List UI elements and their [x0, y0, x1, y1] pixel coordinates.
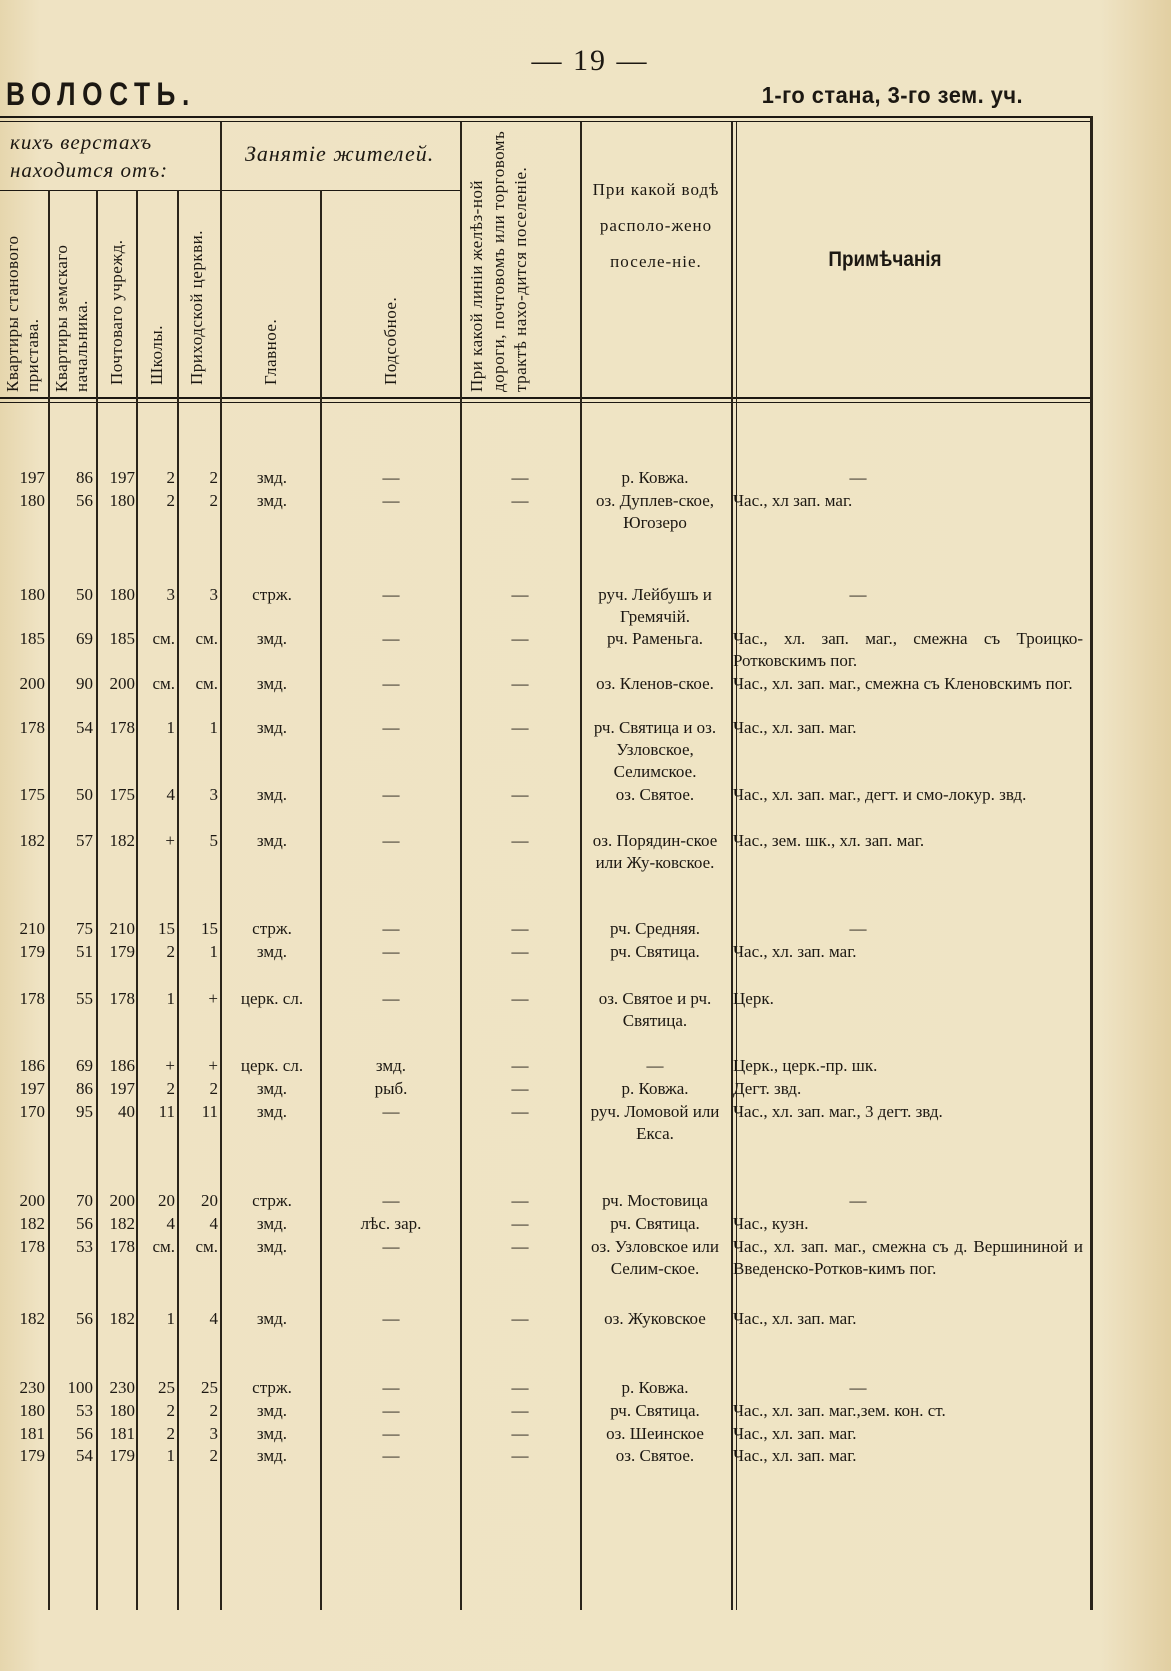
postal-distance-cell: 180 [109, 1401, 135, 1420]
postal-distance-cell: 200 [109, 674, 135, 693]
postal-distance-cell: 180 [109, 491, 135, 510]
stanovoy-distance-cell: 179 [19, 1446, 45, 1465]
occupation-group-header: Занятіе жителей. [245, 141, 435, 166]
main-occupation-cell: змд. [256, 1446, 288, 1465]
water-body-cell: оз. Жуковское [604, 1309, 706, 1328]
notes-cell: Час., хл. зап. маг., дегт. и смо-локур. звд. [733, 785, 1027, 804]
church-distance-cell: + [208, 989, 218, 1008]
notes-cell: Час., зем. шк., хл. зап. маг. [733, 831, 925, 850]
main-occupation-cell: стрж. [252, 1378, 292, 1397]
notes-cell: Час., хл. зап. маг. [733, 942, 857, 961]
stanovoy-distance-cell: 182 [19, 1309, 45, 1328]
postal-distance-cell: 178 [109, 1237, 135, 1256]
main-occupation-cell: змд. [256, 491, 288, 510]
notes-cell: Час., хл. зап. маг., смежна съ Троицко-Ротковскимъ пог. [733, 629, 1083, 670]
zemsky-distance-cell: 53 [76, 1401, 93, 1420]
road-line-cell: — [511, 1079, 529, 1098]
road-line-cell: — [511, 1214, 529, 1233]
road-line-cell: — [511, 1378, 529, 1397]
page-number: — 19 — [531, 44, 649, 77]
zemsky-distance-cell: 53 [76, 1237, 93, 1256]
church-distance-cell: 3 [209, 785, 218, 804]
main-occupation-cell: змд. [256, 1079, 288, 1098]
zemsky-distance-cell: 86 [76, 468, 93, 487]
water-body-cell: руч. Лейбушъ и Гремячій. [598, 585, 712, 626]
aux-occupation-cell: — [382, 718, 400, 737]
school-distance-cell: 2 [166, 491, 175, 510]
zemsky-distance-cell: 57 [76, 831, 93, 850]
church-distance-cell: см. [195, 1237, 218, 1256]
aux-occupation-cell: — [382, 1237, 400, 1256]
header-water: При какой водѣ располо-жено поселе-ніе. [592, 180, 720, 271]
main-occupation-cell: змд. [256, 1309, 288, 1328]
school-distance-cell: 2 [166, 468, 175, 487]
notes-cell: Час., хл. зап. маг. [733, 1446, 857, 1465]
stanovoy-distance-cell: 182 [19, 1214, 45, 1233]
stanovoy-distance-cell: 200 [19, 674, 45, 693]
stanovoy-distance-cell: 178 [19, 1237, 45, 1256]
notes-cell: Час., хл. зап. маг. [733, 1309, 857, 1328]
header-zemsky [52, 192, 93, 392]
main-occupation-cell: церк. сл. [240, 1056, 304, 1075]
zemsky-distance-cell: 56 [76, 1424, 93, 1443]
main-occupation-cell: змд. [256, 831, 288, 850]
stanovoy-distance-cell: 181 [19, 1424, 45, 1443]
school-distance-cell: см. [152, 1237, 175, 1256]
water-body-cell: рч. Мостовица [602, 1191, 708, 1210]
postal-distance-cell: 40 [118, 1102, 135, 1121]
church-distance-cell: см. [195, 629, 218, 648]
water-body-cell: рч. Святица. [610, 1401, 700, 1420]
water-body-cell: оз. Кленов-ское. [596, 674, 714, 693]
header-stanovoy [3, 192, 44, 392]
water-body-cell: р. Ковжа. [621, 468, 689, 487]
stanovoy-distance-cell: 197 [19, 1079, 45, 1098]
water-body-cell: рч. Святица. [610, 1214, 700, 1233]
zemsky-distance-cell: 100 [67, 1378, 93, 1397]
main-occupation-cell: змд. [256, 785, 288, 804]
notes-cell: Час., хл. зап. маг., смежна съ Кленовскимъ пог. [733, 674, 1073, 693]
aux-occupation-cell: — [382, 1102, 400, 1121]
water-body-cell: оз. Узловское или Селим-ское. [590, 1237, 719, 1278]
postal-distance-cell: 179 [109, 1446, 135, 1465]
header-rule [0, 397, 1092, 399]
postal-distance-cell: 182 [109, 1309, 135, 1328]
aux-occupation-cell: — [382, 919, 400, 938]
main-occupation-cell: стрж. [252, 1191, 292, 1210]
aux-occupation-cell: — [382, 674, 400, 693]
main-occupation-cell: стрж. [252, 919, 292, 938]
stanovoy-distance-cell: 185 [19, 629, 45, 648]
water-body-cell: оз. Шеинское [606, 1424, 704, 1443]
zemsky-distance-cell: 56 [76, 1214, 93, 1233]
aux-occupation-cell: — [382, 585, 400, 604]
road-line-cell: — [511, 1191, 529, 1210]
header-school-text: Школы. [147, 325, 166, 385]
notes-cell: Час., хл. зап. маг. [733, 718, 857, 737]
zemsky-distance-cell: 86 [76, 1079, 93, 1098]
water-body-cell: оз. Святое. [615, 1446, 695, 1465]
main-occupation-cell: змд. [256, 718, 288, 737]
postal-distance-cell: 230 [109, 1378, 135, 1397]
header-main-occupation-text: Главное. [261, 318, 280, 385]
main-occupation-cell: змд. [256, 942, 288, 961]
header-road [466, 124, 532, 392]
road-line-cell: — [511, 1424, 529, 1443]
water-body-cell: руч. Ломовой или Екса. [590, 1102, 720, 1143]
header-main-occupation [260, 319, 282, 385]
school-distance-cell: 1 [166, 1446, 175, 1465]
water-body-cell: — [646, 1056, 664, 1075]
main-occupation-cell: змд. [256, 468, 288, 487]
aux-occupation-cell: — [382, 629, 400, 648]
notes-cell: Час., хл зап. маг. [733, 491, 853, 510]
water-body-cell: р. Ковжа. [621, 1378, 689, 1397]
zemsky-distance-cell: 54 [76, 718, 93, 737]
school-distance-cell: 2 [166, 1401, 175, 1420]
church-distance-cell: + [208, 1056, 218, 1075]
notes-cell: Час., хл. зап. маг.,зем. кон. ст. [733, 1401, 946, 1420]
zemsky-distance-cell: 90 [76, 674, 93, 693]
notes-cell: Церк., церк.-пр. шк. [733, 1056, 878, 1075]
header-aux-occupation [380, 297, 402, 385]
postal-distance-cell: 181 [109, 1424, 135, 1443]
stanovoy-distance-cell: 230 [19, 1378, 45, 1397]
road-line-cell: — [511, 1237, 529, 1256]
stanovoy-distance-cell: 210 [19, 919, 45, 938]
postal-distance-cell: 197 [109, 468, 135, 487]
aux-occupation-cell: — [382, 989, 400, 1008]
header-road-text: При какой линіи желѣз-ной дороги, почтовомъ или торговомъ трактѣ нахо-дится поселеніе. [467, 130, 530, 392]
aux-occupation-cell: — [382, 831, 400, 850]
stanovoy-distance-cell: 179 [19, 942, 45, 961]
church-distance-cell: 2 [209, 1446, 218, 1465]
header-aux-occupation-text: Подсобное. [381, 296, 400, 385]
postal-distance-cell: 180 [109, 585, 135, 604]
zemsky-distance-cell: 50 [76, 785, 93, 804]
zemsky-distance-cell: 50 [76, 585, 93, 604]
zemsky-distance-cell: 55 [76, 989, 93, 1008]
road-line-cell: — [511, 1309, 529, 1328]
road-line-cell: — [511, 1056, 529, 1075]
stanovoy-distance-cell: 200 [19, 1191, 45, 1210]
header-postal [106, 240, 128, 385]
road-line-cell: — [511, 1446, 529, 1465]
main-occupation-cell: церк. сл. [240, 989, 304, 1008]
right-edge [1090, 116, 1093, 1610]
road-line-cell: — [511, 468, 529, 487]
notes-cell: — [849, 1191, 867, 1210]
school-distance-cell: 1 [166, 989, 175, 1008]
notes-cell: — [849, 919, 867, 938]
postal-distance-cell: 179 [109, 942, 135, 961]
aux-occupation-cell: рыб. [374, 1079, 408, 1098]
road-line-cell: — [511, 674, 529, 693]
zemsky-distance-cell: 70 [76, 1191, 93, 1210]
school-distance-cell: 4 [166, 1214, 175, 1233]
main-occupation-cell: змд. [256, 1102, 288, 1121]
notes-cell: Час., кузн. [733, 1214, 809, 1233]
aux-occupation-cell: — [382, 1401, 400, 1420]
header-postal-text: Почтоваго учрежд. [107, 239, 126, 385]
aux-occupation-cell: — [382, 1424, 400, 1443]
notes-cell: — [849, 1378, 867, 1397]
school-distance-cell: 4 [166, 785, 175, 804]
stanovoy-distance-cell: 175 [19, 785, 45, 804]
notes-cell: Час., хл. зап. маг. [733, 1424, 857, 1443]
road-line-cell: — [511, 718, 529, 737]
zemsky-distance-cell: 69 [76, 629, 93, 648]
church-distance-cell: 2 [209, 491, 218, 510]
church-distance-cell: 11 [201, 1102, 218, 1121]
header-rule-thin [0, 402, 1092, 403]
school-distance-cell: 3 [166, 585, 175, 604]
church-distance-cell: 2 [209, 1079, 218, 1098]
main-occupation-cell: змд. [256, 674, 288, 693]
header-church [186, 230, 208, 385]
aux-occupation-cell: — [382, 1309, 400, 1328]
top-rule-thin [0, 121, 1092, 122]
header-stanovoy-text: Квартиры станового пристава. [3, 235, 42, 392]
stanovoy-distance-cell: 178 [19, 718, 45, 737]
aux-occupation-cell: змд. [375, 1056, 407, 1075]
main-occupation-cell: змд. [256, 1401, 288, 1420]
church-distance-cell: 4 [209, 1214, 218, 1233]
top-rule [0, 116, 1092, 118]
school-distance-cell: 1 [166, 718, 175, 737]
notes-cell: Час., хл. зап. маг., смежна съ д. Вершининой и Введенско-Ротков-кимъ пог. [733, 1237, 1083, 1278]
stanovoy-distance-cell: 178 [19, 989, 45, 1008]
road-line-cell: — [511, 989, 529, 1008]
main-occupation-cell: змд. [256, 629, 288, 648]
water-body-cell: оз. Святое и рч. Святица. [598, 989, 712, 1030]
water-body-cell: рч. Раменьга. [606, 629, 704, 648]
aux-occupation-cell: — [382, 1446, 400, 1465]
stanovoy-distance-cell: 182 [19, 831, 45, 850]
school-distance-cell: 2 [166, 1424, 175, 1443]
stanovoy-distance-cell: 180 [19, 491, 45, 510]
church-distance-cell: 4 [209, 1309, 218, 1328]
school-distance-cell: 2 [166, 942, 175, 961]
school-distance-cell: + [165, 831, 175, 850]
church-distance-cell: см. [195, 674, 218, 693]
water-body-cell: оз. Порядин-ское или Жу-ковское. [592, 831, 718, 872]
school-distance-cell: 2 [166, 1079, 175, 1098]
distance-group-rule [0, 190, 220, 191]
water-body-cell: оз. Святое. [615, 785, 695, 804]
postal-distance-cell: 185 [109, 629, 135, 648]
church-distance-cell: 3 [209, 585, 218, 604]
road-line-cell: — [511, 942, 529, 961]
stanovoy-distance-cell: 186 [19, 1056, 45, 1075]
distance-group-header: кихъ верстахъ находится отъ: [10, 130, 169, 182]
notes-cell: — [849, 468, 867, 487]
zemsky-distance-cell: 56 [76, 1309, 93, 1328]
church-distance-cell: 25 [201, 1378, 218, 1397]
main-occupation-cell: змд. [256, 1214, 288, 1233]
postal-distance-cell: 197 [109, 1079, 135, 1098]
road-line-cell: — [511, 919, 529, 938]
postal-distance-cell: 178 [109, 989, 135, 1008]
water-body-cell: оз. Дуплев-ское, Югозеро [595, 491, 715, 532]
postal-distance-cell: 210 [109, 919, 135, 938]
stanovoy-distance-cell: 180 [19, 585, 45, 604]
school-distance-cell: 1 [166, 1309, 175, 1328]
water-body-cell: рч. Святица. [610, 942, 700, 961]
church-distance-cell: 15 [201, 919, 218, 938]
zemsky-distance-cell: 95 [76, 1102, 93, 1121]
aux-occupation-cell: лѣс. зар. [360, 1214, 422, 1233]
header-notes: Примѣчанія [828, 248, 942, 271]
header-zemsky-text: Квартиры земскаго начальника. [52, 244, 91, 392]
road-line-cell: — [511, 491, 529, 510]
notes-cell: — [849, 585, 867, 604]
zemsky-distance-cell: 69 [76, 1056, 93, 1075]
stanovoy-distance-cell: 197 [19, 468, 45, 487]
stan-title: 1-го стана, 3-го зем. уч. [761, 82, 1023, 108]
school-distance-cell: 15 [158, 919, 175, 938]
church-distance-cell: 2 [209, 468, 218, 487]
school-distance-cell: 11 [158, 1102, 175, 1121]
header-church-text: Приходской церкви. [187, 230, 206, 385]
aux-occupation-cell: — [382, 1191, 400, 1210]
school-distance-cell: + [165, 1056, 175, 1075]
postal-distance-cell: 182 [109, 1214, 135, 1233]
main-occupation-cell: стрж. [252, 585, 292, 604]
road-line-cell: — [511, 831, 529, 850]
zemsky-distance-cell: 54 [76, 1446, 93, 1465]
road-line-cell: — [511, 585, 529, 604]
road-line-cell: — [511, 1401, 529, 1420]
postal-distance-cell: 200 [109, 1191, 135, 1210]
aux-occupation-cell: — [382, 1378, 400, 1397]
main-occupation-cell: змд. [256, 1237, 288, 1256]
church-distance-cell: 2 [209, 1401, 218, 1420]
stanovoy-distance-cell: 170 [19, 1102, 45, 1121]
aux-occupation-cell: — [382, 491, 400, 510]
zemsky-distance-cell: 75 [76, 919, 93, 938]
notes-cell: Церк. [733, 989, 774, 1008]
main-occupation-cell: змд. [256, 1424, 288, 1443]
aux-occupation-cell: — [382, 468, 400, 487]
water-body-cell: рч. Святица и оз. Узловское, Селимское. [593, 718, 717, 781]
occupation-group-rule [222, 190, 460, 191]
church-distance-cell: 5 [209, 831, 218, 850]
water-body-cell: рч. Средняя. [610, 919, 700, 938]
road-line-cell: — [511, 629, 529, 648]
zemsky-distance-cell: 56 [76, 491, 93, 510]
church-distance-cell: 3 [209, 1424, 218, 1443]
volost-title: ВОЛОСТЬ. [6, 76, 196, 112]
postal-distance-cell: 186 [109, 1056, 135, 1075]
church-distance-cell: 1 [209, 718, 218, 737]
stanovoy-distance-cell: 180 [19, 1401, 45, 1420]
notes-cell: Час., хл. зап. маг., 3 дегт. звд. [733, 1102, 943, 1121]
aux-occupation-cell: — [382, 942, 400, 961]
church-distance-cell: 1 [209, 942, 218, 961]
school-distance-cell: 25 [158, 1378, 175, 1397]
aux-occupation-cell: — [382, 785, 400, 804]
road-line-cell: — [511, 1102, 529, 1121]
zemsky-distance-cell: 51 [76, 942, 93, 961]
school-distance-cell: см. [152, 629, 175, 648]
church-distance-cell: 20 [201, 1191, 218, 1210]
school-distance-cell: 20 [158, 1191, 175, 1210]
notes-cell: Дегт. звд. [733, 1079, 802, 1098]
header-school [146, 325, 168, 385]
school-distance-cell: см. [152, 674, 175, 693]
water-body-cell: р. Ковжа. [621, 1079, 689, 1098]
postal-distance-cell: 178 [109, 718, 135, 737]
road-line-cell: — [511, 785, 529, 804]
postal-distance-cell: 182 [109, 831, 135, 850]
postal-distance-cell: 175 [109, 785, 135, 804]
